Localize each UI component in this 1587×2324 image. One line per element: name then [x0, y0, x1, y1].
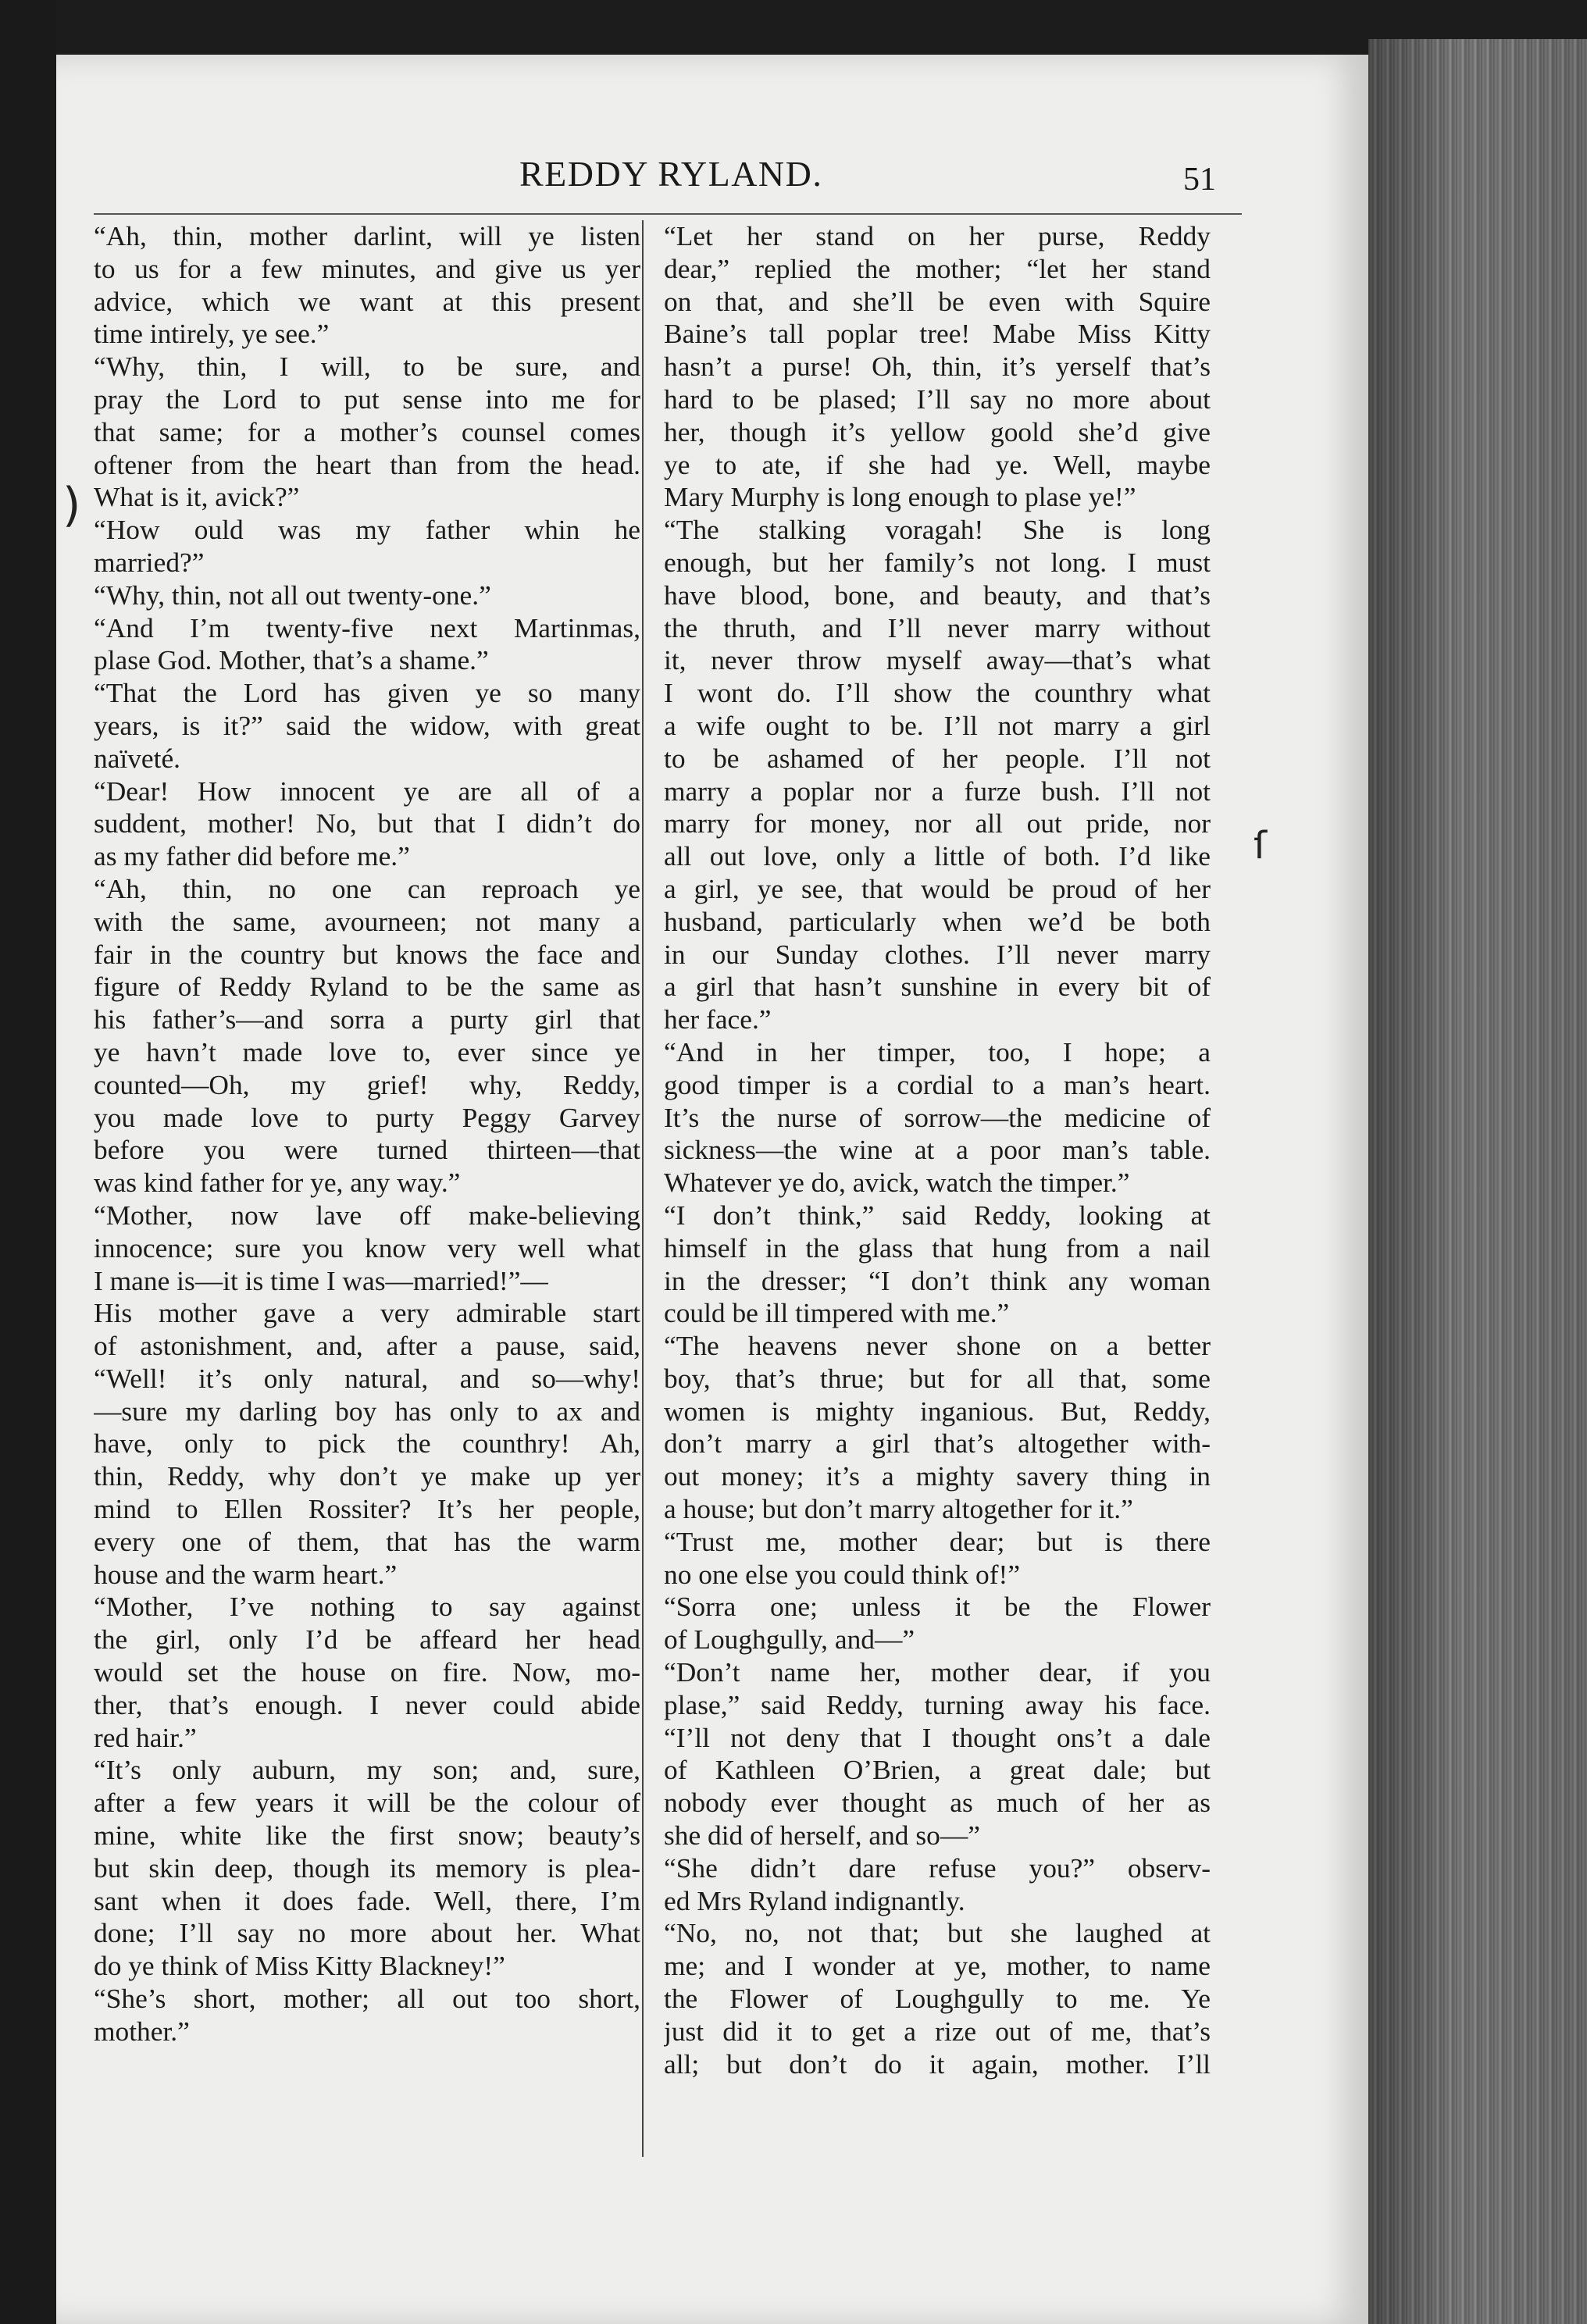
- text-line: suddent, mother! No, but that I didn’t do: [94, 807, 640, 839]
- text-line: out money; it’s a mighty savery thing in: [664, 1460, 1211, 1492]
- text-line: sant when it does fade. Well, there, I’m: [94, 1884, 640, 1916]
- text-line: mine, white like the first snow; beauty’s: [94, 1820, 640, 1852]
- text-line: could be ill timpered with me.”: [664, 1297, 1010, 1329]
- text-line: “Let her stand on her purse, Reddy: [664, 220, 1211, 251]
- text-line: it, never throw myself away—that’s what: [664, 644, 1211, 676]
- text-line: “Ah, thin, no one can reproach ye: [94, 872, 640, 904]
- text-line: His mother gave a very admirable start: [94, 1297, 640, 1329]
- scan-border-left: [0, 0, 56, 2324]
- text-line: after a few years it will be the colour of: [94, 1787, 640, 1819]
- text-line: enough, but her family’s not long. I must: [664, 546, 1211, 578]
- text-line: “Trust me, mother dear; but is there: [664, 1525, 1211, 1557]
- text-line: hasn’t a purse! Oh, thin, it’s yerself that’s: [664, 351, 1211, 383]
- text-line: as my father did before me.”: [94, 840, 410, 872]
- text-line: Whatever ye do, avick, watch the timper.”: [664, 1167, 1130, 1199]
- text-line: “The heavens never shone on a better: [664, 1330, 1211, 1362]
- text-line: before you were turned thirteen—that: [94, 1134, 640, 1166]
- text-line: “Well! it’s only natural, and so—why!: [94, 1362, 640, 1394]
- text-line: that same; for a mother’s counsel comes: [94, 415, 640, 447]
- text-line: a girl, ye see, that would be proud of her: [664, 872, 1211, 904]
- text-line: What is it, avick?”: [94, 481, 300, 513]
- text-line: the girl, only I’d be affeard her head: [94, 1624, 640, 1656]
- text-line: you made love to purty Peggy Garvey: [94, 1101, 640, 1133]
- text-line: “And in her timper, too, I hope; a: [664, 1035, 1211, 1068]
- text-line: to be ashamed of her people. I’ll not: [664, 742, 1211, 774]
- text-line: she did of herself, and so—”: [664, 1820, 980, 1852]
- text-line: have blood, bone, and beauty, and that’s: [664, 579, 1211, 611]
- text-line: “Ah, thin, mother darlint, will ye listen: [94, 220, 640, 251]
- text-line: good timper is a cordial to a man’s heart.: [664, 1068, 1211, 1100]
- text-line: just did it to get a rize out of me, that’s: [664, 2015, 1211, 2047]
- page-number: 51: [1183, 162, 1216, 198]
- text-line: plase,” said Reddy, turning away his face.: [664, 1688, 1211, 1720]
- text-line: “How ould was my father whin he: [94, 514, 640, 546]
- text-line: a house; but don’t marry altogether for it.”: [664, 1493, 1133, 1525]
- scan-border-top: [0, 0, 1587, 55]
- text-line: “I don’t think,” said Reddy, looking at: [664, 1199, 1211, 1231]
- text-line: husband, particularly when we’d be both: [664, 905, 1211, 937]
- text-line: me; and I wonder at ye, mother, to name: [664, 1950, 1211, 1982]
- text-line: do ye think of Miss Kitty Blackney!”: [94, 1950, 505, 1982]
- text-line: “The stalking voragah! She is long: [664, 514, 1211, 546]
- text-line: of Loughgully, and—”: [664, 1624, 915, 1656]
- right-column: [664, 220, 1211, 2157]
- text-line: boy, that’s thrue; but for all that, some: [664, 1362, 1211, 1394]
- text-line: don’t marry a girl that’s altogether with-: [664, 1428, 1211, 1460]
- text-line: the thruth, and I’ll never marry without: [664, 611, 1211, 643]
- margin-bracket-mark: ): [62, 478, 81, 533]
- text-line: himself in the glass that hung from a nail: [664, 1232, 1211, 1264]
- text-line: pray the Lord to put sense into me for: [94, 383, 640, 415]
- text-line: I wont do. I’ll show the counthry what: [664, 677, 1211, 709]
- text-line: her, though it’s yellow goold she’d give: [664, 415, 1211, 447]
- text-line: years, is it?” said the widow, with great: [94, 709, 640, 741]
- text-line: “I’ll not deny that I thought ons’t a dale: [664, 1721, 1211, 1753]
- text-line: advice, which we want at this present: [94, 285, 640, 317]
- text-line: time intirely, ye see.”: [94, 318, 330, 350]
- text-line: I mane is—it is time I was—married!”—: [94, 1264, 548, 1296]
- text-line: marry a poplar nor a furze bush. I’ll not: [664, 775, 1211, 807]
- text-line: of Kathleen O’Brien, a great dale; but: [664, 1754, 1211, 1786]
- text-line: a wife ought to be. I’ll not marry a girl: [664, 709, 1211, 741]
- text-line: thin, Reddy, why don’t ye make up yer: [94, 1460, 640, 1492]
- text-line: marry for money, nor all out pride, nor: [664, 807, 1211, 839]
- text-line: in the dresser; “I don’t think any woman: [664, 1264, 1211, 1296]
- text-line: all out love, only a little of both. I’d like: [664, 840, 1211, 872]
- text-line: “No, no, not that; but she laughed at: [664, 1917, 1211, 1949]
- text-line: her face.”: [664, 1003, 772, 1035]
- text-line: fair in the country but knows the face and: [94, 938, 640, 970]
- text-line: ye to ate, if she had ye. Well, maybe: [664, 448, 1211, 480]
- text-line: innocence; sure you know very well what: [94, 1232, 640, 1264]
- running-head: REDDY RYLAND.: [519, 154, 823, 194]
- text-line: have, only to pick the counthry! Ah,: [94, 1428, 640, 1460]
- text-line: mother.”: [94, 2015, 190, 2047]
- text-line: women is mighty inganious. But, Reddy,: [664, 1395, 1211, 1427]
- text-line: “Mother, now lave off make-believing: [94, 1199, 640, 1231]
- text-line: “Mother, I’ve nothing to say against: [94, 1591, 640, 1623]
- text-line: was kind father for ye, any way.”: [94, 1167, 461, 1199]
- left-column: [94, 220, 640, 2157]
- text-line: mind to Ellen Rossiter? It’s her people,: [94, 1493, 640, 1525]
- text-line: house and the warm heart.”: [94, 1558, 398, 1590]
- text-line: done; I’ll say no more about her. What: [94, 1917, 640, 1949]
- text-line: ther, that’s enough. I never could abide: [94, 1688, 640, 1720]
- text-line: would set the house on fire. Now, mo-: [94, 1656, 640, 1688]
- header-rule: [94, 213, 1242, 215]
- text-line: naïveté.: [94, 742, 181, 774]
- text-line: on that, and she’ll be even with Squire: [664, 285, 1211, 317]
- text-line: all; but don’t do it again, mother. I’ll: [664, 2048, 1211, 2080]
- text-line: hard to be plased; I’ll say no more about: [664, 383, 1211, 415]
- text-line: no one else you could think of!”: [664, 1558, 1021, 1590]
- text-line: a girl that hasn’t sunshine in every bit of: [664, 971, 1211, 1003]
- margin-pencil-mark: ſ: [1254, 824, 1267, 868]
- text-line: “Why, thin, not all out twenty-one.”: [94, 579, 491, 611]
- text-line: dear,” replied the mother; “let her stand: [664, 252, 1211, 284]
- text-line: sickness—the wine at a poor man’s table.: [664, 1134, 1211, 1166]
- text-line: “Sorra one; unless it be the Flower: [664, 1591, 1211, 1623]
- text-line: “She’s short, mother; all out too short,: [94, 1983, 640, 2015]
- text-line: Mary Murphy is long enough to plase ye!”: [664, 481, 1136, 513]
- text-line: It’s the nurse of sorrow—the medicine of: [664, 1101, 1211, 1133]
- text-line: ye havn’t made love to, ever since ye: [94, 1035, 640, 1068]
- text-line: married?”: [94, 546, 205, 578]
- text-line: with the same, avourneen; not many a: [94, 905, 640, 937]
- text-line: to us for a few minutes, and give us yer: [94, 252, 640, 284]
- text-line: “Why, thin, I will, to be sure, and: [94, 351, 640, 383]
- text-line: red hair.”: [94, 1721, 197, 1753]
- page-edge-stack: [1368, 39, 1587, 2324]
- text-line: nobody ever thought as much of her as: [664, 1787, 1211, 1819]
- column-rule: [642, 220, 644, 2157]
- text-line: his father’s—and sorra a purty girl that: [94, 1003, 640, 1035]
- text-line: in our Sunday clothes. I’ll never marry: [664, 938, 1211, 970]
- text-line: “And I’m twenty-five next Martinmas,: [94, 611, 640, 643]
- text-line: “It’s only auburn, my son; and, sure,: [94, 1754, 640, 1786]
- text-line: figure of Reddy Ryland to be the same as: [94, 971, 640, 1003]
- text-line: “Dear! How innocent ye are all of a: [94, 775, 640, 807]
- text-line: “Don’t name her, mother dear, if you: [664, 1656, 1211, 1688]
- text-line: “That the Lord has given ye so many: [94, 677, 640, 709]
- text-line: but skin deep, though its memory is plea-: [94, 1852, 640, 1884]
- text-line: ed Mrs Ryland indignantly.: [664, 1884, 965, 1916]
- text-line: counted—Oh, my grief! why, Reddy,: [94, 1068, 640, 1100]
- text-line: “She didn’t dare refuse you?” observ-: [664, 1852, 1211, 1884]
- text-line: —sure my darling boy has only to ax and: [94, 1395, 640, 1427]
- text-line: oftener from the heart than from the head.: [94, 448, 640, 480]
- text-line: Baine’s tall poplar tree! Mabe Miss Kitty: [664, 318, 1211, 350]
- text-line: the Flower of Loughgully to me. Ye: [664, 1983, 1211, 2015]
- text-line: every one of them, that has the warm: [94, 1525, 640, 1557]
- text-line: of astonishment, and, after a pause, said,: [94, 1330, 640, 1362]
- text-line: plase God. Mother, that’s a shame.”: [94, 644, 489, 676]
